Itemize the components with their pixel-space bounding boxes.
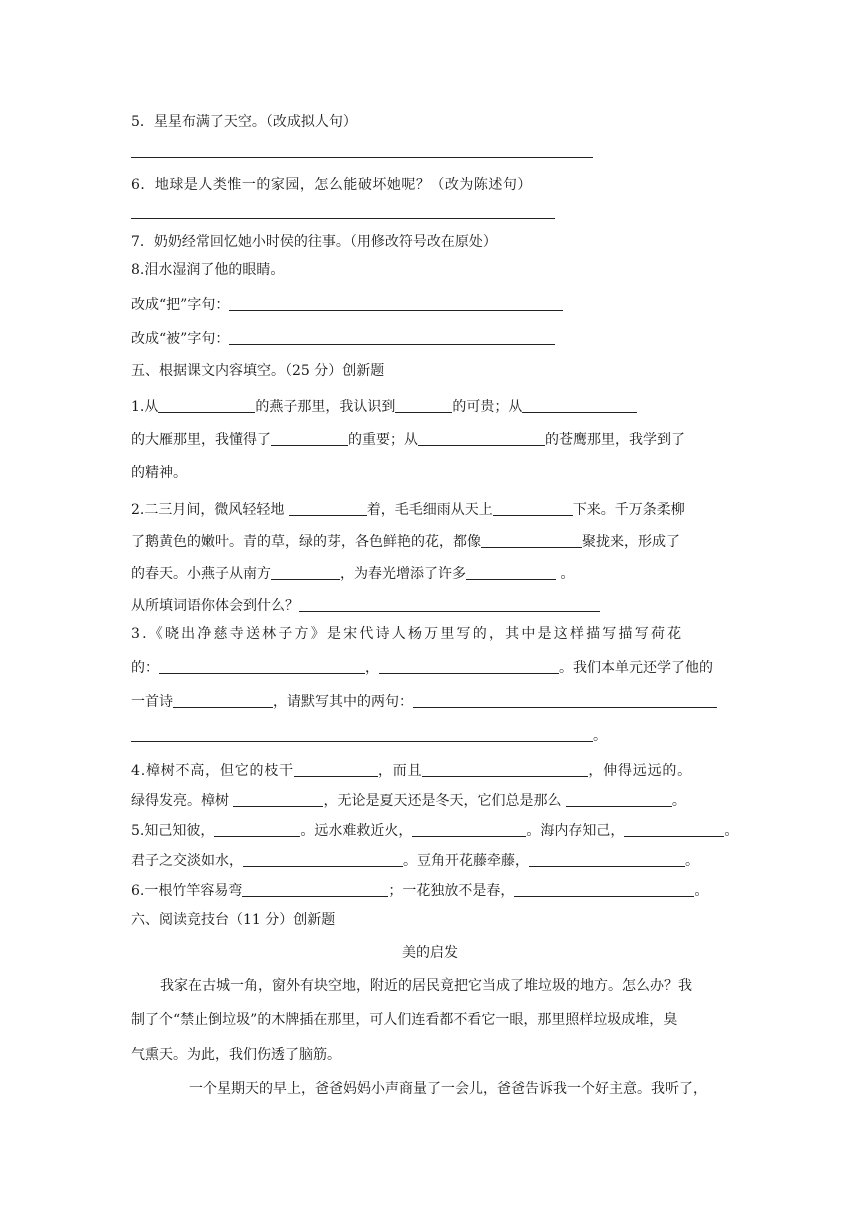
blank[interactable] — [243, 852, 403, 867]
blank[interactable] — [466, 565, 556, 580]
blank[interactable] — [422, 762, 588, 777]
blank[interactable] — [271, 565, 340, 580]
blank[interactable] — [481, 533, 582, 548]
question-7: 7．奶奶经常回忆她小时侯的往事。（用修改符号改在原处） — [131, 234, 497, 250]
blank[interactable] — [514, 882, 694, 897]
blank-8-ba[interactable] — [229, 296, 563, 311]
fill-3-line-4: 。 — [131, 726, 607, 746]
blank[interactable] — [395, 398, 452, 413]
blank[interactable] — [233, 792, 323, 807]
answer-line-5[interactable] — [131, 157, 593, 158]
blank[interactable] — [158, 398, 255, 413]
fill-2-line-2: 了鹅黄色的嫩叶。青的草，绿的芽，各色鲜艳的花，都像 聚拢来，形成了 — [131, 534, 680, 550]
fill-1-line-2: 的大雁那里，我懂得了 的重要；从 的苍鹰那里，我学到了 — [131, 432, 685, 448]
blank[interactable] — [271, 431, 348, 446]
blank[interactable] — [412, 822, 526, 837]
blank[interactable] — [159, 659, 365, 674]
answer-line-6[interactable] — [131, 218, 555, 219]
blank[interactable] — [418, 431, 545, 446]
blank-8-bei[interactable] — [229, 330, 555, 345]
fill-2-question: 从所填词语你体会到什么？ — [131, 596, 600, 616]
fill-1-line-3: 的精神。 — [131, 465, 187, 481]
blank[interactable] — [624, 822, 724, 837]
blank[interactable] — [173, 693, 273, 708]
fill-3-line-3: 一首诗 ，请默写其中的两句： — [131, 692, 717, 712]
question-8-bei: 改成“被”字句： — [131, 329, 555, 349]
blank[interactable] — [493, 501, 573, 516]
fill-5-line-2: 君子之交淡如水， 。豆角开花藤牵藤， 。 — [131, 853, 699, 869]
fill-3-line-1: 3.《晓出净慈寺送林子方》是宋代诗人杨万里写的，其中是这样描写描写荷花 — [131, 626, 684, 642]
fill-2-line-3: 的春天。小燕子从南方 ，为春光增添了许多 。 — [131, 566, 575, 582]
reading-paragraph-1-line-3: 气熏天。为此，我们伤透了脑筋。 — [131, 1047, 341, 1063]
blank[interactable] — [522, 398, 637, 413]
blank[interactable] — [242, 882, 388, 897]
section-5-heading: 五、根据课文内容填空。（25 分）创新题 — [131, 363, 385, 379]
fill-4-line-1: 4.樟树不高，但它的枝干 ，而且 ，伸得远远的。 — [131, 763, 692, 779]
reading-paragraph-2-line-1: 一个星期天的早上，爸爸妈妈小声商量了一会儿，爸爸告诉我一个好主意。我听了， — [189, 1081, 707, 1097]
section-6-heading: 六、阅读竞技台（11 分）创新题 — [131, 912, 336, 928]
fill-6-line-1: 6.一根竹竿容易弯 ；一花独放不是春， 。 — [131, 883, 709, 899]
reading-title: 美的启发 — [402, 945, 458, 961]
blank[interactable] — [294, 762, 378, 777]
blank[interactable] — [289, 501, 367, 516]
blank[interactable] — [379, 659, 559, 674]
blank[interactable] — [299, 597, 600, 612]
reading-paragraph-1-line-2: 制了个“禁止倒垃圾”的木牌插在那里，可人们连看都不看它一眼，那里照样垃圾成堆，臭 — [131, 1012, 678, 1028]
blank[interactable] — [214, 822, 300, 837]
fill-5-line-1: 5.知己知彼， 。远水难救近火， 。海内存知己， 。 — [131, 823, 739, 839]
blank[interactable] — [529, 852, 685, 867]
blank[interactable] — [131, 727, 593, 742]
fill-1-line-1: 1.从 的燕子那里，我认识到 的可贵；从 — [131, 397, 637, 417]
fill-2-line-1: 2.二三月间，微风轻轻地 着，毛毛细雨从天上 下来。千万条柔柳 — [131, 502, 685, 518]
question-6: 6．地球是人类惟一的家园，怎么能破坏她呢？（改为陈述句） — [131, 177, 532, 193]
reading-paragraph-1-line-1: 我家在古城一角，窗外有块空地，附近的居民竟把它当成了堆垃圾的地方。怎么办？我 — [160, 978, 692, 994]
question-8: 8.泪水湿润了他的眼睛。 — [131, 262, 285, 278]
fill-4-line-2: 绿得发亮。樟树 ，无论是夏天还是冬天，它们总是那么 。 — [131, 793, 686, 809]
question-8-ba: 改成“把”字句： — [131, 295, 563, 315]
blank[interactable] — [413, 693, 717, 708]
fill-3-line-2: 的： ， 。我们本单元还学了他的 — [131, 660, 713, 676]
blank[interactable] — [566, 792, 672, 807]
question-5: 5．星星布满了天空。（改成拟人句） — [131, 114, 357, 130]
